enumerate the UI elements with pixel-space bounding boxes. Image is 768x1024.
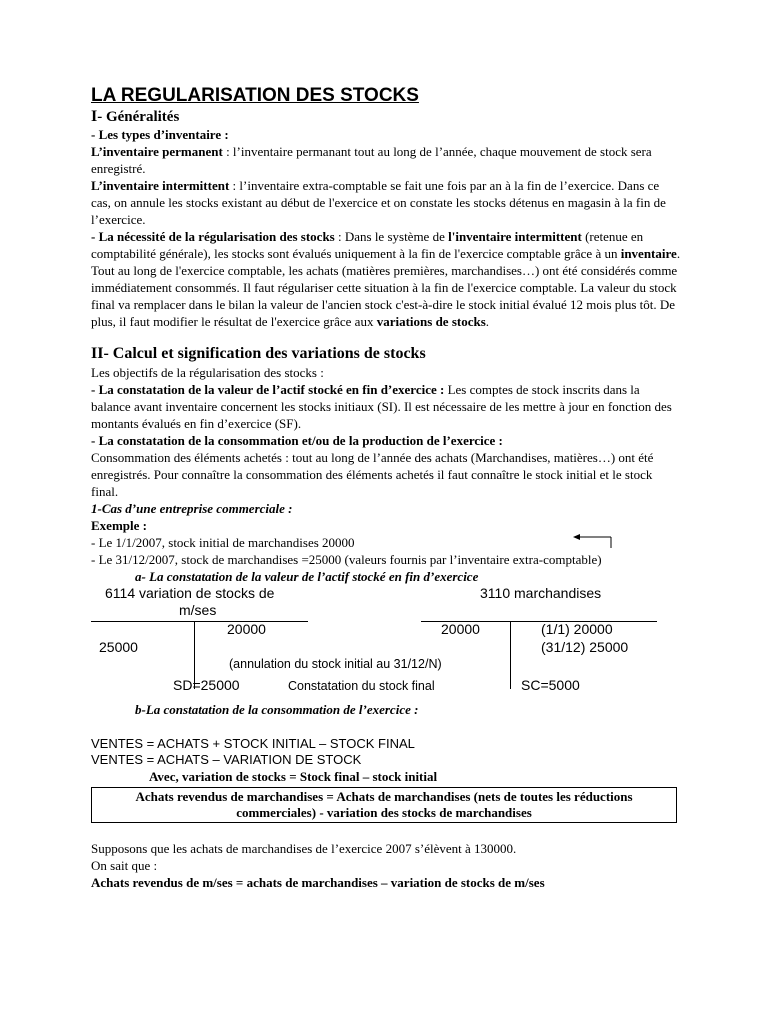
avec-line: Avec, variation de stocks = Stock final – stock initial: [149, 769, 438, 784]
example-block: [91, 534, 681, 568]
objective2-label: - La constatation de la consommation et/ou de la production de l’exercice :: [91, 433, 503, 448]
necessity-paragraph: - La nécessité de la régularisation des stocks : Dans le système de l'inventaire intermittent (retenue en comptabilité générale), les stocks sont évalués uniquement à la fin de l'exercice comptable grâce à un inventaire. Tout au long de l'exercice comptable, les achats (matières premières, marchandises…) ont été considérés comme immédiatement consommés. Il faut régulariser cette situation à la fin de l'exercice comptable. La valeur du stock final va remplacer dans le bilan la valeur de l'ancien stock c'est-à-dire le stock initial évalué 12 mois plus tôt. De plus, il faut modifier le résultat de l'exercice grâce aux variations de stocks.: [91, 229, 681, 329]
account-3110-debit: 20000: [441, 621, 480, 637]
section2-title: - Calcul et signification des variations de stocks: [103, 345, 426, 362]
example-line-1: - Le 1/1/2007, stock initial de marchandises 20000: [91, 535, 355, 550]
objectives-intro: Les objectifs de la régularisation des stocks :: [91, 365, 324, 380]
account-6114-debit: 25000: [99, 639, 138, 655]
case1-heading: 1-Cas d’une entreprise commerciale :: [91, 501, 293, 516]
necessity-label: - La nécessité de la régularisation des stocks: [91, 229, 335, 244]
return-arrow-icon: [573, 534, 617, 550]
section1-number: I: [91, 108, 98, 125]
sub-b-heading: b-La constatation de la consommation de l’exercice :: [135, 702, 419, 717]
account-3110-title: 3110 marchandises: [480, 585, 602, 601]
permanent-label: L’inventaire permanent: [91, 144, 223, 159]
example-line-2: - Le 31/12/2007, stock de marchandises =25000 (valeurs fournis par l’inventaire extra-comptable): [91, 552, 602, 567]
account-6114-credit: 20000: [227, 621, 266, 637]
section2-heading: [91, 344, 681, 364]
document-page: [91, 84, 681, 891]
section1-title: - Généralités: [97, 109, 180, 125]
document-title: LA REGULARISATION DES STOCKS: [91, 85, 419, 106]
example-label: Exemple :: [91, 518, 147, 533]
formula-1: VENTES = ACHATS + STOCK INITIAL – STOCK FINAL: [91, 736, 415, 751]
account-6114-title-1: 6114 variation de stocks de: [105, 585, 275, 601]
section1-heading: [91, 108, 681, 126]
annulation-note: (annulation du stock initial au 31/12/N): [229, 657, 442, 671]
types-label: - Les types d’inventaire :: [91, 127, 229, 142]
on-sait-line: On sait que :: [91, 858, 158, 873]
t-accounts: [91, 585, 681, 713]
account-6114-title-2: m/ses: [179, 602, 217, 618]
objective2-text: Consommation des éléments achetés : tout au long de l’année des achats (Marchandises, matières…) ont été enregistrés. Pour connaître la consommation des éléments achetés il faut connaître le stock initial et le stock final.: [91, 450, 654, 499]
objective1-paragraph: - La constatation de la valeur de l’actif stocké en fin d’exercice : Les comptes de stock inscrits dans la balance avant inventaire concernent les stocks initiaux (SI). Il est nécessaire de les mettre à jour en fonction des montants évalués en fin d’exercice (SF).: [91, 382, 672, 431]
permanent-paragraph: L’inventaire permanent : l’inventaire permanant tout au long de l’année, chaque mouvement de stock sera enregistré.: [91, 144, 652, 176]
formula-2: VENTES = ACHATS – VARIATION DE STOCK: [91, 752, 362, 767]
intermittent-label: L’inventaire intermittent: [91, 178, 230, 193]
account-3110-credit-2: (31/12) 25000: [541, 639, 629, 655]
sub-a-heading: a- La constatation de la valeur de l’actif stocké en fin d’exercice: [135, 569, 479, 584]
account-3110-credit-1: (1/1) 20000: [541, 621, 613, 637]
section2-number: II: [91, 345, 104, 362]
account-6114-top-line: [91, 621, 308, 622]
formula-box: Achats revendus de marchandises = Achats de marchandises (nets de toutes les réductions commerciales) - variation des stocks de marchandises: [91, 787, 677, 823]
balance-sd: SD=25000: [173, 677, 240, 693]
suppose-line: Supposons que les achats de marchandises de l’exercice 2007 s’élèvent à 130000.: [91, 841, 517, 856]
account-3110-divider: [510, 621, 511, 689]
balance-sc: SC=5000: [521, 677, 580, 693]
intermittent-paragraph: L’inventaire intermittent : l’inventaire extra-comptable se fait une fois par an à la fin de l’exercice. Dans ce cas, on annule les stocks existant au début de l'exercice et on constate les stocks détenus en magasin à la fin de l’exercice.: [91, 178, 666, 227]
final-formula: Achats revendus de m/ses = achats de marchandises – variation de stocks de m/ses: [91, 875, 545, 890]
constatation-note: Constatation du stock final: [288, 679, 435, 693]
